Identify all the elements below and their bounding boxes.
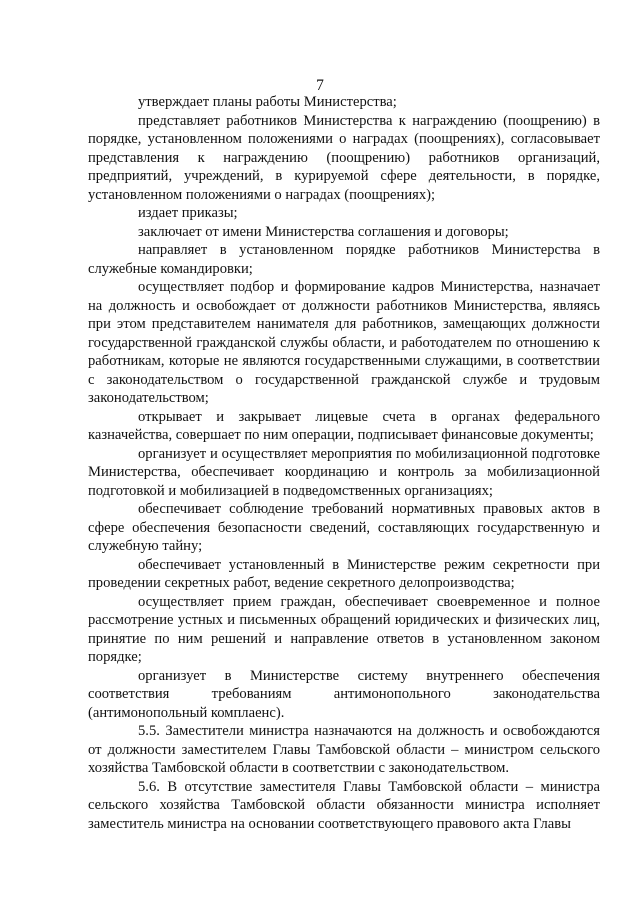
paragraph-business-trips: направляет в установленном порядке работников Министерства в служебные командировки;	[88, 242, 600, 277]
paragraph-personnel: осуществляет подбор и формирование кадров Министерства, назначает на должность и освобождает от должности работников Министерства, являясь при этом представителем нанимателя для работников, замещающих должности государственной гражданской службы области, и работодателем по отношению к работникам, которые не являются государственными служащими, в соответствии с законодательством о государственной гражданской службе и трудовым законодательством;	[88, 279, 600, 406]
paragraph-secrecy-regime: обеспечивает установленный в Министерстве режим секретности при проведении секретных работ, ведение секретного делопроизводства;	[88, 556, 600, 591]
paragraph-agreements: заключает от имени Министерства соглашения и договоры;	[138, 223, 509, 240]
document-body	[88, 93, 600, 833]
paragraph-citizen-appeals: осуществляет прием граждан, обеспечивает своевременное и полное рассмотрение устных и письменных обращений юридических и физических лиц, принятие по ним решений и направление ответов в установленном законом порядке;	[88, 593, 600, 665]
paragraph-mobilization: организует и осуществляет мероприятия по мобилизационной подготовке Министерства, обеспечивает координацию и контроль за мобилизационной подготовкой и мобилизацией в подведомственных организациях;	[88, 445, 600, 499]
paragraph-section-5-5: 5.5. Заместители министра назначаются на должность и освобождаются от должности заместителем Главы Тамбовской области – министром сельского хозяйства Тамбовской области в соответствии с законодательством.	[88, 723, 600, 776]
paragraph-approve-plans: утверждает планы работы Министерства;	[138, 94, 397, 110]
paragraph-antimonopoly: организует в Министерстве систему внутреннего обеспечения соответствия требованиям антимонопольного законодательства (антимонопольный комплаенс).	[88, 667, 600, 721]
paragraph-orders: издает приказы;	[138, 205, 238, 221]
paragraph-secrecy-compliance: обеспечивает соблюдение требований нормативных правовых актов в сфере обеспечения безопасности сведений, составляющих государственную и служебную тайну;	[88, 501, 600, 554]
paragraph-accounts: открывает и закрывает лицевые счета в органах федерального казначейства, совершает по ним операции, подписывает финансовые документы;	[88, 408, 600, 443]
paragraph-awards: представляет работников Министерства к награждению (поощрению) в порядке, установленном положениями о наградах (поощрениях), согласовывает представления к награждению (поощрению) работников организаций, предприятий, учреждений, в курируемой сфере деятельности, в порядке, установленном положениями о наградах (поощрениях);	[88, 112, 600, 203]
paragraph-section-5-6: 5.6. В отсутствие заместителя Главы Тамбовской области – министра сельского хозяйства Тамбовской области обязанности министра исполняет заместитель министра на основании соответствующего правового акта Главы	[88, 778, 600, 832]
page-number: 7	[316, 77, 324, 94]
